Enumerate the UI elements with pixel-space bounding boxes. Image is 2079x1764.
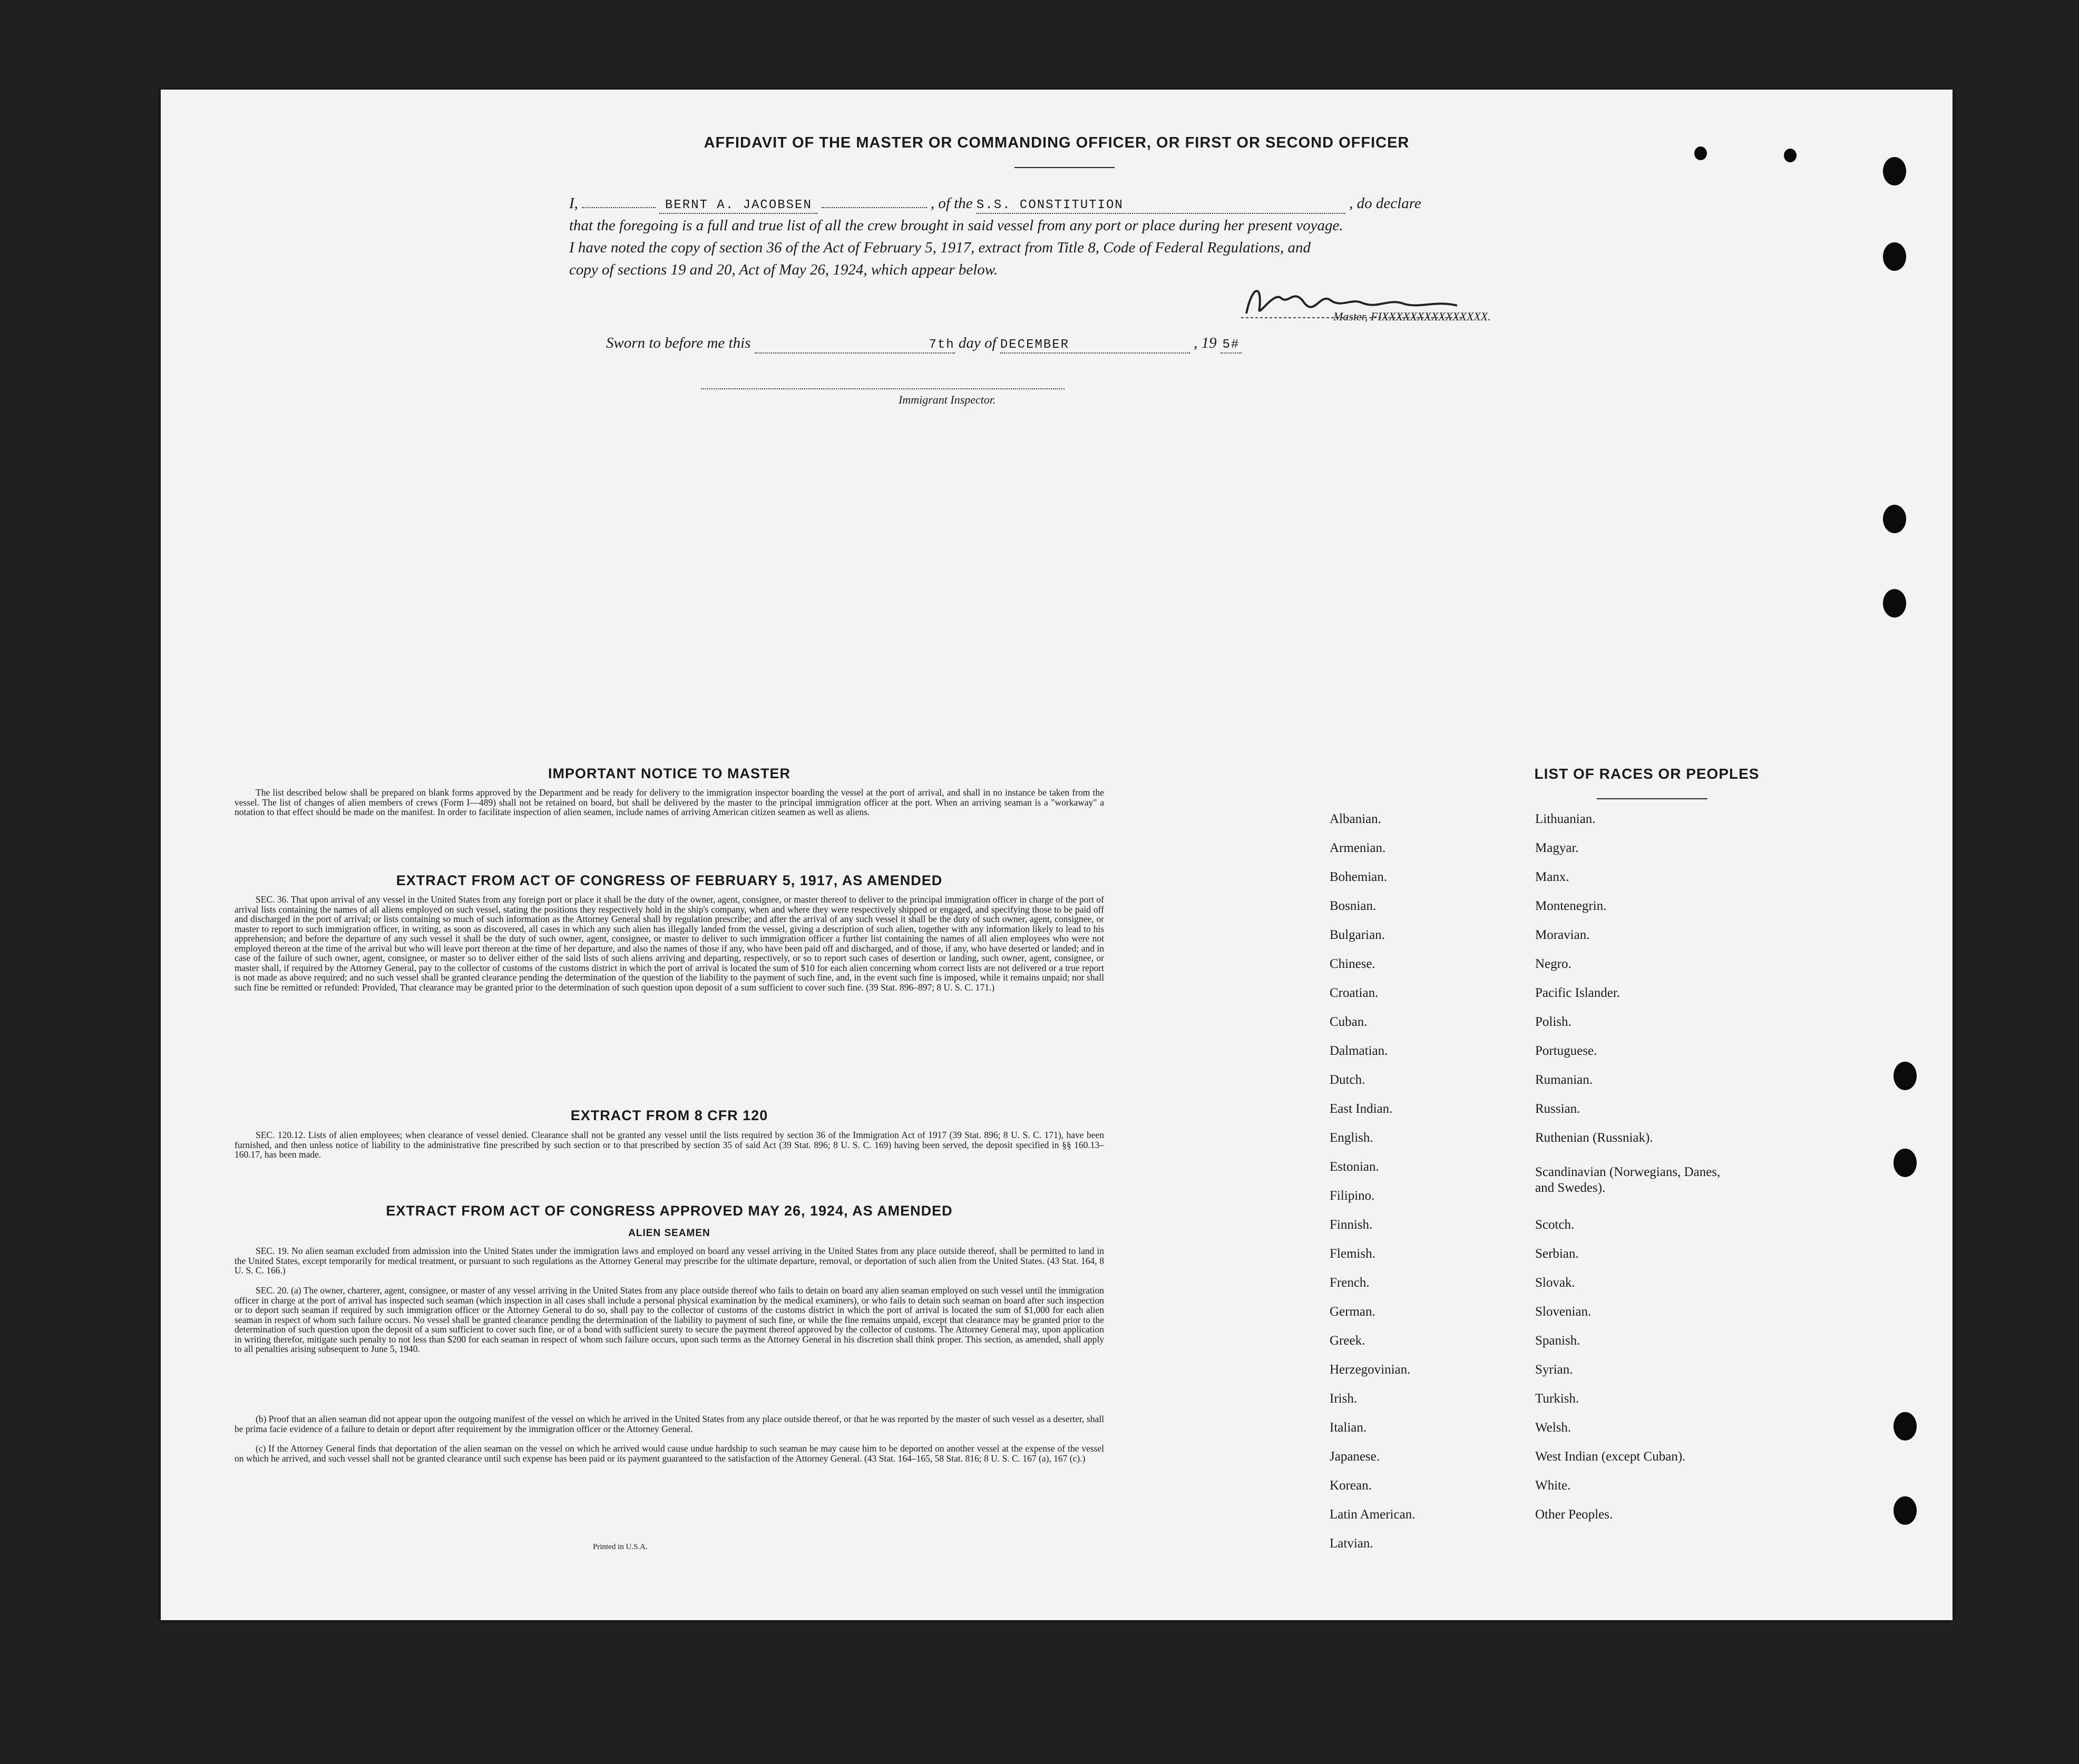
sworn-year-prefix: , 19 [1194,335,1217,351]
name-leader [582,207,656,208]
extract-1924-sec20c: (c) If the Attorney General finds that deportation of the alien seaman on the vessel on which he arrived would cause undue hardship to such seaman he may cause him to be deported on another vessel at the expense of the vessel on which he arrived, and such vessel shall not be granted clearance until such expense has been paid or its payment guaranteed to the satisfaction of the Attorney General. (43 Stat. 164–165, 58 Stat. 816; 8 U. S. C. 167 (a), 167 (c).) [235,1443,1104,1464]
printed-in-usa: Printed in U.S.A. [593,1543,648,1551]
race-item: West Indian (except Cuban). [1535,1449,1686,1464]
extract-1924-heading: EXTRACT FROM ACT OF CONGRESS APPROVED MAY 26, 1924, AS AMENDED [386,1203,953,1219]
punch-hole [1883,242,1906,271]
race-item: Bohemian. [1330,870,1388,884]
extract-1917-heading: EXTRACT FROM ACT OF CONGRESS OF FEBRUARY 5, 1917, AS AMENDED [396,873,943,888]
master-name-field[interactable]: BERNT A. JACOBSEN [659,198,817,214]
race-item: Scotch. [1535,1218,1575,1232]
title-rule [1014,167,1115,168]
declaration-middle: , of the [930,195,973,212]
sworn-month-field[interactable]: DECEMBER [1000,338,1190,354]
races-title: LIST OF RACES OR PEOPLES [1534,766,1760,782]
race-item: Syrian. [1535,1363,1573,1377]
race-item: Cuban. [1330,1015,1368,1029]
declaration-line-1 [569,192,1686,214]
race-item: English. [1330,1131,1373,1145]
inspector-signature-line [701,388,1065,389]
race-item: Croatian. [1330,986,1379,1000]
race-item: Other Peoples. [1535,1507,1613,1522]
race-item: Armenian. [1330,841,1386,855]
race-item: Dalmatian. [1330,1044,1388,1058]
race-item: Spanish. [1535,1334,1580,1348]
punch-hole [1893,1496,1917,1525]
race-item: Herzegovinian. [1330,1363,1411,1377]
race-item: Scandinavian (Norwegians, Danes, and Swedes). [1535,1165,1721,1195]
name-leader [822,207,927,208]
race-item: Flemish. [1330,1247,1375,1261]
race-item: Albanian. [1330,812,1381,826]
extract-cfr-text: SEC. 120.12. Lists of alien employees; when clearance of vessel denied. Clearance shall not be granted any vessel until the lists required by section 36 of the Immigration Act of 1917 (39 Stat. 896; 8 U. S. C. 171), have been furnished, and then unless notice of liability to the administrative fine prescribed by such section or to that prescribed by section 35 of said Act (39 Stat. 896; 8 U. S. C. 169) having been served, the deposit specified in §§ 160.13–160.17, has been made. [235,1130,1104,1160]
race-item: Japanese. [1330,1449,1380,1464]
extract-1924-sec20a: SEC. 20. (a) The owner, charterer, agent, consignee, or master of any vessel arriving in the United States from any place outside thereof who fails to detain on board any alien seaman employed on such vessel until the immigration officer in charge at the port of arrival has inspected such seaman (which inspection in all cases shall include a personal physical examination by the medical examiners), or who fails to detain such seaman on board after such inspection or to deport such seaman if required by such immigration officer or the Attorney General to do so, shall pay to the collector of customs of the customs district in which the port of arrival is located the sum of $1,000 for each alien seaman in respect of whom such failure occurs. No vessel shall be granted clearance pending the determination of the liability to payment of such fine, or while the fine remains unpaid, except that clearance may be granted prior to the determination of such question upon the deposit of a sum sufficient to cover such fine, or of a bond with sufficient surety to secure the payment thereof approved by the collector of customs. The Attorney General may, upon application in writing therefor, mitigate such penalty to not less than $200 for each seaman in respect of whom such failure occurs, upon such terms as the Attorney General in his discretion shall think proper. This section, as amended, shall apply to all penalties arising subsequent to June 5, 1940. [235,1285,1104,1354]
punch-hole [1883,157,1906,185]
race-item: Korean. [1330,1478,1372,1493]
extract-1924-sec20b: (b) Proof that an alien seaman did not appear upon the outgoing manifest of the vessel on which he arrived in the United States from any place outside thereof, or that he was reported by the master of such vessel as a deserter, shall be prima facie evidence of a failure to detain or deport after requirement by the immigration officer or the Attorney General. [235,1414,1104,1434]
race-item: Magyar. [1535,841,1579,855]
race-item: Manx. [1535,870,1569,884]
punch-hole [1893,1412,1917,1440]
race-item: Montenegrin. [1535,899,1607,913]
sworn-year-field[interactable]: 5# [1221,338,1242,354]
race-item: White. [1535,1478,1571,1493]
race-item: Welsh. [1535,1420,1572,1435]
notice-text: The list described below shall be prepared on blank forms approved by the Department and be ready for delivery to the immigration inspector boarding the vessel at the port of arrival, and shall in no instance be taken from the vessel. The list of changes of alien members of crews (Form I—489) shall not be retained on board, but shall be delivered by the master to the principal immigration officer at the port. When an arriving seaman is a "workaway" a notation to that effect should be made on the manifest. In order to facilitate inspection of alien seamen, include names of arriving American citizen seamen as well as aliens. [235,787,1104,817]
race-item: Slovenian. [1535,1305,1592,1319]
race-item: Lithuanian. [1535,812,1596,826]
sworn-day-of: day of [958,335,997,351]
race-item: Latvian. [1330,1536,1373,1551]
race-item: Portuguese. [1535,1044,1597,1058]
race-item: Bulgarian. [1330,928,1385,942]
declaration-suffix: , do declare [1349,195,1421,212]
race-item: Russian. [1535,1102,1580,1116]
race-item: East Indian. [1330,1102,1393,1116]
race-item: Bosnian. [1330,899,1377,913]
race-item: Latin American. [1330,1507,1416,1522]
race-item: Rumanian. [1535,1073,1593,1087]
extract-cfr-heading: EXTRACT FROM 8 CFR 120 [570,1108,768,1123]
race-item: Turkish. [1535,1391,1579,1406]
declaration-line-4: copy of sections 19 and 20, Act of May 26, 1924, which appear below. [569,261,998,278]
race-item: Italian. [1330,1420,1367,1435]
race-item: Ruthenian (Russniak). [1535,1131,1653,1145]
race-item: Filipino. [1330,1189,1375,1203]
race-item: Serbian. [1535,1247,1579,1261]
punch-hole [1883,589,1906,618]
master-label: Master, FIXXXXXXXXXXXXXXX. [1333,310,1491,323]
race-item: Pacific Islander. [1535,986,1621,1000]
race-item: French. [1330,1276,1370,1290]
race-item: Chinese. [1330,957,1375,971]
race-item: Dutch. [1330,1073,1365,1087]
race-item: Greek. [1330,1334,1365,1348]
punch-hole [1883,505,1906,533]
alien-seamen-subheading: ALIEN SEAMEN [628,1228,710,1239]
race-item: German. [1330,1305,1375,1319]
race-item: Moravian. [1535,928,1590,942]
race-item: Irish. [1330,1391,1358,1406]
declaration-line-2: that the foregoing is a full and true list of all the crew brought in said vessel from any port or place during her present voyage. [569,217,1343,234]
extract-1917-text: SEC. 36. That upon arrival of any vessel in the United States from any foreign port or place it shall be the duty of the owner, agent, consignee, or master thereof to deliver to the principal immigration officer in charge of the port of arrival lists containing the names of all aliens employed on such vessel, stating the positions they respectively hold in the ship's company, when and where they were respectively shipped or engaged, and specifying those to be paid off and discharged in the port of arrival; or lists containing so much of such information as the Attorney General shall by regulation prescribe; and after the arrival of any such vessel it shall be the duty of such owner, agent, consignee, or master to report to such immigration officer, in writing, as soon as discovered, all cases in which any such alien has illegally landed from the vessel, giving a description of such alien, together with any information likely to lead to his apprehension; and before the departure of any such vessel it shall be the duty of such owner, agent, consignee, or master to deliver to such immigration officer a further list containing the names of all alien employees who were not employed thereon at the time of the arrival but who will leave port thereon at the time of her departure, and also the names of those if any, who have been paid off and discharged, and of those, if any, who have deserted or landed; and in case of the failure of such owner, agent, consignee, or master so to deliver either of the said lists of such aliens arriving and departing, respectively, or so to report such cases of desertion or landing, such owner, agent, consignee, or master shall, if required by the Attorney General, pay to the collector of customs of the customs district in which the port of arrival is located the sum of $10 for each alien concerning whom correct lists are not delivered or a true report is not made as above required; and no such vessel shall be granted clearance pending the determination of the question of the liability to the payment of such fine, and, in the event such fine is imposed, while it remains unpaid; nor shall such fine be remitted or refunded: Provided, That clearance may be granted prior to the determination of such question upon deposit of a sum sufficient to cover such fine. (39 Stat. 896–897; 8 U. S. C. 171.) [235,894,1104,993]
inspector-label: Immigrant Inspector. [899,393,996,406]
punch-hole [1893,1062,1917,1090]
races-left-column [1330,811,1415,1565]
document-page [161,90,1953,1620]
declaration-prefix: I, [569,195,578,212]
punch-hole [1893,1149,1917,1177]
race-item: Slovak. [1535,1276,1575,1290]
race-item: Estonian. [1330,1160,1379,1174]
affidavit-title: AFFIDAVIT OF THE MASTER OR COMMANDING OFFICER, OR FIRST OR SECOND OFFICER [704,134,1410,151]
sworn-day-field[interactable]: 7th [755,338,955,354]
sworn-prefix: Sworn to before me this [606,335,751,351]
race-item: Finnish. [1330,1218,1373,1232]
races-title-rule [1597,798,1707,799]
extract-1924-sec19: SEC. 19. No alien seaman excluded from admission into the United States under the immigration laws and employed on board any vessel arriving in the United States from any place outside thereof, shall be permitted to land in the United States, except temporarily for medical treatment, or pursuant to such regulations as the Attorney General may prescribe for the ultimate departure, removal, or deportation of such alien from the United States. (43 Stat. 164, 8 U. S. C. 166.) [235,1246,1104,1276]
sworn-line [606,332,1723,354]
race-item: Negro. [1535,957,1572,971]
notice-heading: IMPORTANT NOTICE TO MASTER [548,766,790,781]
vessel-name-field[interactable]: S.S. CONSTITUTION [977,198,1345,214]
races-right-column [1535,811,1725,1536]
declaration-line-3: I have noted the copy of section 36 of the Act of February 5, 1917, extract from Title 8, Code of Federal Regulations, and [569,239,1311,256]
race-item: Polish. [1535,1015,1572,1029]
